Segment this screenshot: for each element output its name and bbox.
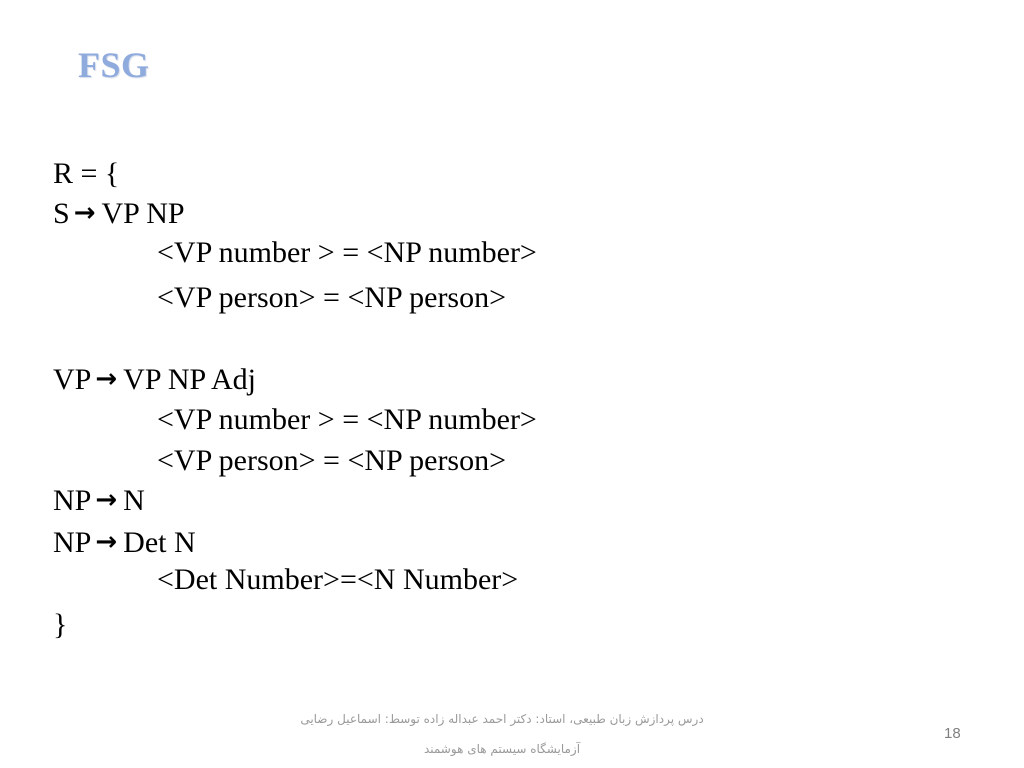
right-arrow-icon: →	[95, 527, 118, 557]
rule-s	[53, 197, 185, 231]
rule-np-n	[53, 484, 145, 518]
footer-lab-name: آزمایشگاه سیستم های هوشمند	[423, 742, 581, 756]
rule-lhs: NP	[53, 484, 92, 517]
rules-close-line	[53, 608, 67, 642]
right-arrow-icon: →	[73, 198, 96, 228]
right-arrow-icon: →	[95, 485, 118, 515]
rule-lhs: S	[53, 197, 70, 230]
constraint-line: <VP number > = <NP number>	[157, 403, 537, 436]
rule-np-det-n	[53, 526, 196, 560]
constraint-line: <Det Number>=<N Number>	[157, 563, 519, 596]
rule-rhs: N	[123, 484, 145, 517]
rule-rhs: VP NP Adj	[123, 363, 256, 396]
rule-lhs: NP	[53, 526, 92, 559]
constraint-line: <VP person> = <NP person>	[157, 281, 507, 314]
rule-rhs: Det N	[123, 526, 196, 559]
footer-course-info: درس پردازش زبان طبیعی، استاد: دکتر احمد عبداله زاده توسط: اسماعیل رضایی	[300, 712, 704, 726]
constraint-line: <VP number > = <NP number>	[157, 236, 537, 269]
rules-open-text: R = {	[53, 157, 120, 190]
page-number: 18	[944, 725, 961, 742]
rule-rhs: VP NP	[101, 197, 185, 230]
constraint-line: <VP person> = <NP person>	[157, 444, 507, 477]
rule-vp	[53, 363, 256, 397]
rules-close-text: }	[53, 608, 68, 641]
rules-open-line	[53, 157, 119, 191]
slide-title: FSG	[78, 45, 150, 85]
rule-lhs: VP	[53, 363, 92, 396]
right-arrow-icon: →	[95, 364, 118, 394]
